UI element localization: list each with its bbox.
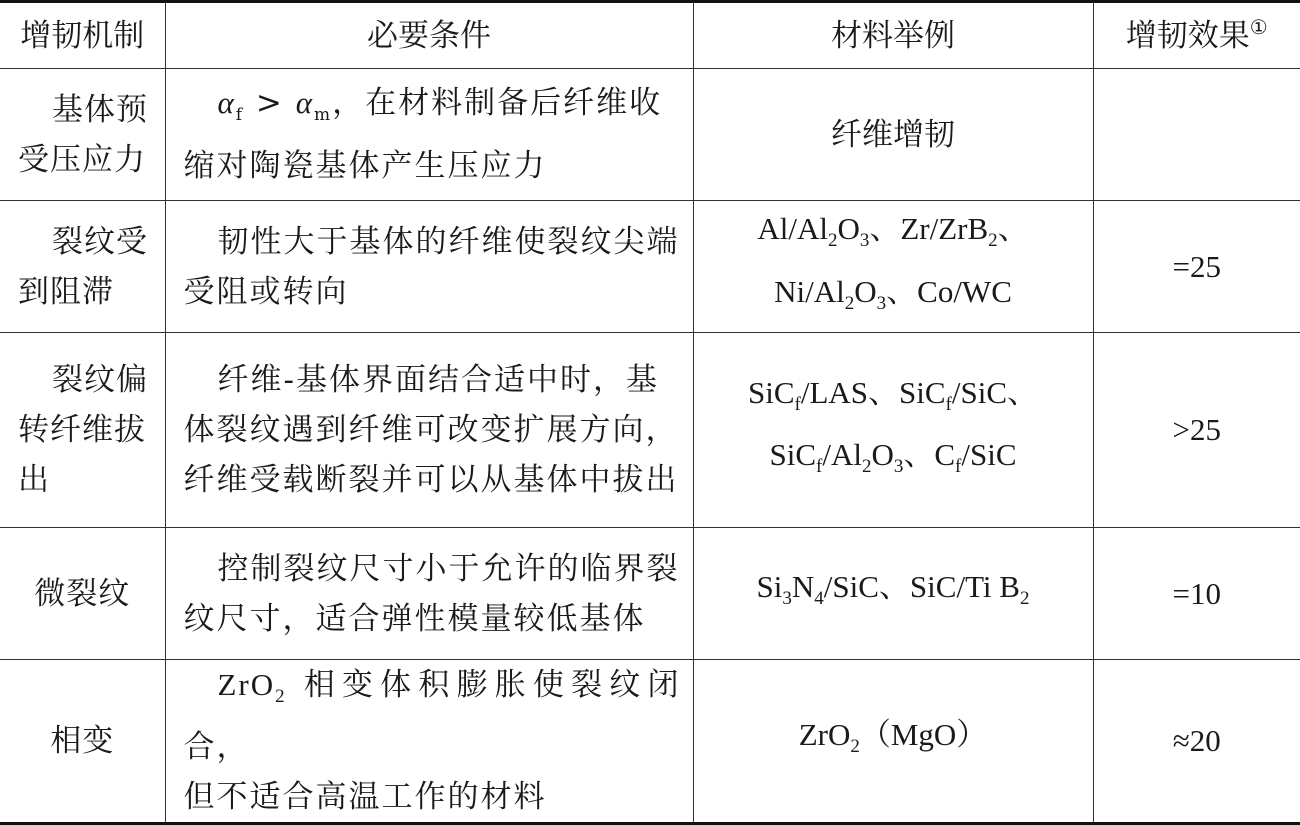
condition-text: 控制裂纹尺寸小于允许的临界裂 [217,550,680,587]
effect-cell: >25 [1093,333,1300,528]
materials-line: ZrO$_2$（MgO） [798,717,988,758]
condition-line [184,355,681,405]
mechanism-line: 裂纹偏 [52,362,148,398]
zro2-formula: ZrO$_2$ [217,667,287,708]
materials-cell [693,528,1093,660]
effect-cell: ≈20 [1093,660,1300,824]
mechanism-cell [0,333,165,528]
condition-line: 受阻或转向 [183,273,349,310]
materials-cell [693,333,1093,528]
effect-cell: =10 [1093,528,1300,660]
condition-line [184,660,681,772]
mechanism-line: 受压应力 [18,141,146,178]
materials-line: $SiC_f/Al_2O_3$、$C_f$/SiC [769,437,1017,478]
alpha-formula: $\alpha_f > \alpha_m$ [217,85,333,126]
materials-line: SiC$_f$/LAS、SiC$_f$/SiC、 [747,374,1039,415]
mechanism-line: 基体预 [52,91,148,128]
table-row [0,660,1300,824]
materials-cell [693,660,1093,824]
condition-text: 韧性大于基体的纤维使裂纹尖端 [217,223,680,260]
condition-cell [165,660,693,824]
condition-line [184,544,681,594]
condition-line: 纹尺寸，适合弹性模量较低基体 [183,600,646,637]
header-effect [1093,2,1300,69]
condition-text: 相变体积膨胀使裂纹闭合， [183,667,681,766]
mechanism-line: 出 [18,462,50,498]
condition-line [184,217,681,267]
condition-text: 纤维-基体界面结合适中时，基 [217,362,659,398]
condition-cell [165,201,693,333]
condition-cell [165,69,693,201]
table-row [0,528,1300,660]
materials-cell: 纤维增韧 [693,69,1093,201]
effect-cell [1093,69,1300,201]
table-row [0,69,1300,201]
mechanism-line: 裂纹受 [52,223,148,260]
materials-line: $Ni/Al_2O_3$、Co/WC [774,273,1012,314]
mechanism-cell [0,201,165,333]
header-condition: 必要条件 [165,2,693,69]
condition-line: 缩对陶瓷基体产生压应力 [183,147,547,184]
table-row [0,333,1300,528]
mechanism-line: 到阻滞 [18,273,114,310]
effect-cell: =25 [1093,201,1300,333]
condition-cell [165,333,693,528]
condition-text: ，在材料制备后纤维收 [332,85,663,122]
condition-cell [165,528,693,660]
condition-line: 但不适合高温工作的材料 [183,779,547,816]
header-materials: 材料举例 [693,2,1093,69]
header-effect-label: 增韧效果 [1125,17,1250,54]
condition-line: 体裂纹遇到纤维可改变扩展方向， [183,412,679,448]
materials-line: $Si_3N_4$/SiC、SiC/Ti $B_2$ [756,569,1030,610]
footnote-marker: ① [1249,14,1268,39]
materials-cell [693,201,1093,333]
mechanism-cell: 相变 [0,660,165,824]
condition-line [184,78,681,140]
header-row [0,2,1300,69]
mechanism-line: 转纤维拔 [18,412,146,448]
materials-line: $Al/Al_2O_3$、Zr/ZrB$_2$、 [757,211,1029,252]
header-mechanism: 增韧机制 [0,2,165,69]
condition-line: 纤维受载断裂并可以从基体中拔出 [183,462,679,498]
mechanism-cell: 微裂纹 [0,528,165,660]
mechanism-cell [0,69,165,201]
table-row [0,201,1300,333]
